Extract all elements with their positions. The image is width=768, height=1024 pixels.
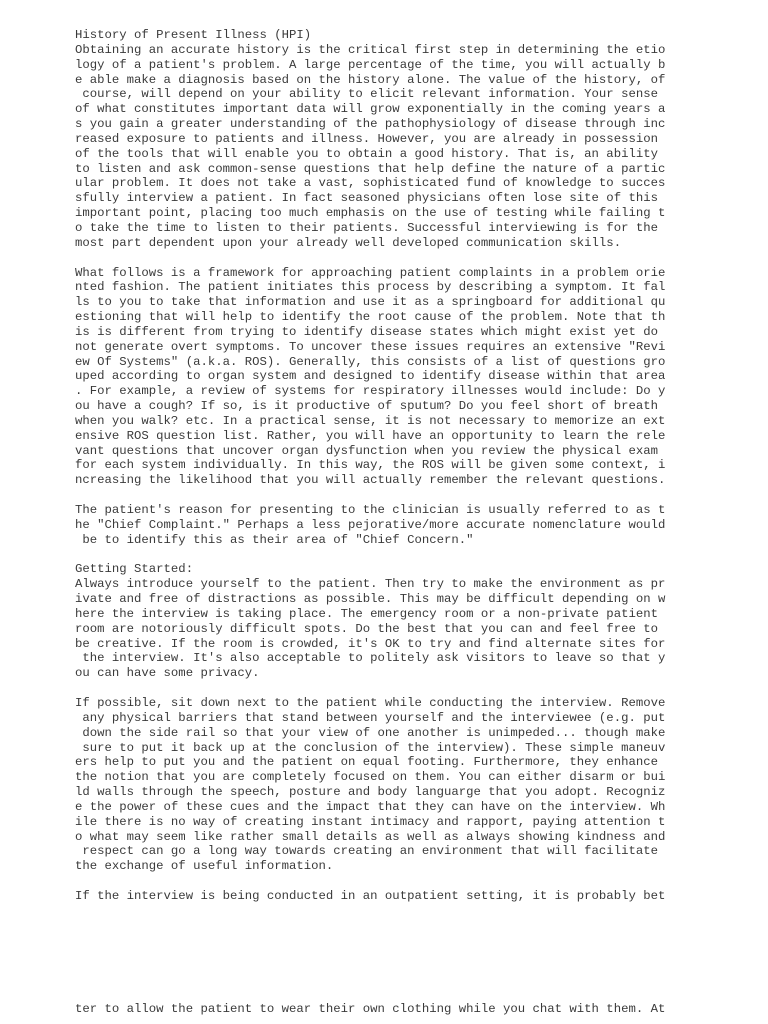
text-line: sure to put it back up at the conclusion of the interview). These simple maneuv	[75, 740, 666, 755]
text-line: ou can have some privacy.	[75, 666, 260, 681]
text-line: ew Of Systems" (a.k.a. ROS). Generally, this consists of a list of questions gro	[75, 354, 666, 369]
text-line: . For example, a review of systems for respiratory illnesses would include: Do y	[75, 384, 666, 399]
text-line: he "Chief Complaint." Perhaps a less pejorative/more accurate nomenclature would	[75, 517, 666, 532]
text-line: ter to allow the patient to wear their own clothing while you chat with them. At	[75, 1001, 666, 1016]
hpi-paragraph	[75, 28, 695, 251]
text-line: most part dependent upon your already well developed communication skills.	[75, 235, 622, 250]
text-line: e able make a diagnosis based on the history alone. The value of the history, of	[75, 72, 666, 87]
text-line: any physical barriers that stand between yourself and the interviewee (e.g. put	[75, 710, 666, 725]
text-line: If possible, sit down next to the patient while conducting the interview. Remove	[75, 695, 666, 710]
page-gap	[75, 904, 695, 1002]
text-line: uped according to organ system and designed to identify disease within that area	[75, 369, 666, 384]
getting-started-paragraph	[75, 562, 695, 681]
text-line: The patient's reason for presenting to the clinician is usually referred to as t	[75, 503, 666, 517]
text-line: ers help to put you and the patient on equal footing. Furthermore, they enhance	[75, 755, 658, 770]
text-line: the interview. It's also acceptable to politely ask visitors to leave so that y	[75, 651, 666, 666]
text-line: is is different from trying to identify disease states which might exist yet do	[75, 324, 658, 339]
chief-complaint-paragraph	[75, 503, 695, 548]
text-line: sfully interview a patient. In fact seasoned physicians often lose site of this	[75, 191, 658, 206]
text-line: of what constitutes important data will grow exponentially in the coming years a	[75, 102, 666, 117]
text-line: here the interview is taking place. The emergency room or a non-private patient	[75, 606, 658, 621]
text-line: be to identify this as their area of "Chief Concern."	[75, 532, 474, 547]
text-line: respect can go a long way towards creating an environment that will facilitate	[75, 844, 658, 859]
text-line: ncreasing the likelihood that you will actually remember the relevant questions.	[75, 473, 666, 488]
text-line: course, will depend on your ability to elicit relevant information. Your sense	[75, 87, 658, 102]
text-line: of the tools that will enable you to obtain a good history. That is, an ability	[75, 146, 658, 161]
text-line: the notion that you are completely focused on them. You can either disarm or bui	[75, 770, 666, 785]
text-line: vant questions that uncover organ dysfunction when you review the physical exam	[75, 443, 658, 458]
text-line: nted fashion. The patient initiates this process by describing a symptom. It fal	[75, 280, 666, 295]
text-line: not generate overt symptoms. To uncover these issues requires an extensive "Revi	[75, 339, 666, 354]
text-line: ensive ROS question list. Rather, you will have an opportunity to learn the rele	[75, 428, 666, 443]
text-line: ile there is no way of creating instant intimacy and rapport, paying attention t	[75, 814, 666, 829]
text-line: Always introduce yourself to the patient. Then try to make the environment as pr	[75, 577, 666, 592]
text-line: for each system individually. In this way, the ROS will be given some context, i	[75, 458, 666, 473]
text-line: ld walls through the speech, posture and body languarge that you adopt. Recogniz	[75, 785, 666, 800]
text-line: Obtaining an accurate history is the critical first step in determining the etio	[75, 42, 666, 57]
text-line: estioning that will help to identify the root cause of the problem. Note that th	[75, 310, 666, 325]
document-page	[75, 28, 695, 1017]
outpatient-paragraph-continued	[75, 1002, 695, 1017]
text-line: What follows is a framework for approaching patient complaints in a problem orie	[75, 265, 666, 280]
text-line: logy of a patient's problem. A large percentage of the time, you will actually b	[75, 57, 666, 72]
text-line: important point, placing too much emphasis on the use of testing while failing t	[75, 206, 666, 221]
text-line: Getting Started:	[75, 562, 194, 577]
text-line: o what may seem like rather small details as well as always showing kindness and	[75, 829, 666, 844]
text-line: ou have a cough? If so, is it productive of sputum? Do you feel short of breath	[75, 399, 658, 414]
text-line: History of Present Illness (HPI)	[75, 28, 312, 42]
text-line: ls to you to take that information and use it as a springboard for additional qu	[75, 295, 666, 310]
text-line: If the interview is being conducted in an outpatient setting, it is probably bet	[75, 888, 666, 903]
text-line: to listen and ask common-sense questions that help define the nature of a partic	[75, 161, 666, 176]
text-line: be creative. If the room is crowded, it's OK to try and find alternate sites for	[75, 636, 666, 651]
text-line: e the power of these cues and the impact that they can have on the interview. Wh	[75, 799, 666, 814]
text-line: reased exposure to patients and illness. However, you are already in possession	[75, 131, 658, 146]
text-line: ular problem. It does not take a vast, sophisticated fund of knowledge to succes	[75, 176, 666, 191]
text-line: down the side rail so that your view of one another is unimpeded... though make	[75, 725, 666, 740]
text-line: o take the time to listen to their patients. Successful interviewing is for the	[75, 220, 658, 235]
text-line: room are notoriously difficult spots. Do the best that you can and feel free to	[75, 621, 658, 636]
text-line: ivate and free of distractions as possible. This may be difficult depending on w	[75, 592, 666, 607]
framework-paragraph	[75, 266, 695, 489]
seating-paragraph	[75, 696, 695, 874]
text-line: when you walk? etc. In a practical sense, it is not necessary to memorize an ext	[75, 413, 666, 428]
text-line: s you gain a greater understanding of the pathophysiology of disease through inc	[75, 117, 666, 132]
outpatient-paragraph-start	[75, 889, 695, 904]
text-line: the exchange of useful information.	[75, 859, 334, 874]
